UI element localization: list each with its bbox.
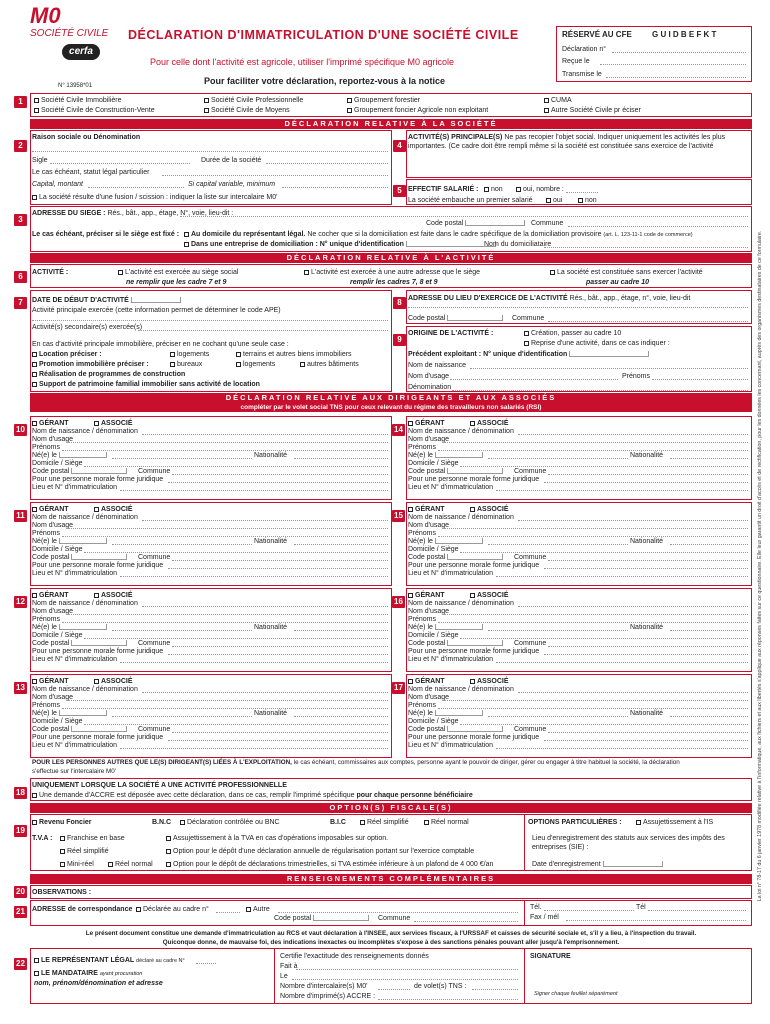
tva-franchise[interactable]: Franchise en base	[60, 834, 125, 843]
person-morale-13: Pour une personne morale forme juridique	[32, 734, 164, 741]
person-ne-12: Né(e) le	[32, 623, 107, 632]
promotion-option[interactable]: Promotion immobilière préciser :	[32, 360, 149, 369]
associe-option-17[interactable]: ASSOCIÉ	[470, 677, 509, 686]
person-nationalite-11: Nationalité	[254, 538, 288, 545]
person-nom-13: Nom de naissance / dénomination	[32, 686, 138, 693]
person-usage-12: Nom d'usage	[32, 608, 74, 615]
person-domicile-13: Domicile / Siège	[32, 718, 83, 725]
associe-option-10[interactable]: ASSOCIÉ	[94, 419, 133, 428]
siege-commune: Commune	[531, 220, 564, 227]
person-domicile-17: Domicile / Siège	[408, 718, 459, 725]
section-number-19: 19	[14, 825, 27, 837]
note-autres-3: s'effectue sur l'intercalaire M0'	[32, 768, 116, 775]
gerant-option-14[interactable]: GÉRANT	[408, 419, 445, 428]
bar-compl: RENSEIGNEMENTS COMPLÉMENTAIRES	[30, 874, 752, 884]
person-lieu-17: Lieu et N° d'immatriculation	[408, 742, 494, 749]
fiscal-reel-normal[interactable]: Réel normal	[424, 818, 469, 827]
person-morale-15: Pour une personne morale forme juridique	[408, 562, 540, 569]
person-commune-11: Commune	[138, 554, 171, 561]
signature-label: SIGNATURE	[530, 953, 571, 960]
section-number-1: 1	[14, 96, 27, 108]
fait-label: Fait à	[280, 963, 298, 970]
person-ne-14: Né(e) le	[408, 451, 483, 460]
activite-sans[interactable]: La société est constituée sans exercer l'activité	[550, 268, 703, 277]
embauche-label: La société embauche un premier salarié	[408, 197, 533, 204]
bar-fiscales: OPTION(S) FISCALE(S)	[30, 803, 752, 813]
section-number-11: 11	[14, 510, 27, 522]
effectif-label: EFFECTIF SALARIÉ :	[408, 186, 479, 193]
person-nationalite-14: Nationalité	[630, 452, 664, 459]
person-morale-10: Pour une personne morale forme juridique	[32, 476, 164, 483]
statut-label: Le cas échéant, statut légal particulier	[32, 169, 150, 176]
mandataire-nom: nom, prénom/dénomination et adresse	[34, 980, 163, 987]
cerfa-logo	[62, 44, 100, 60]
activite-principale-label: ACTIVITÉ(S) PRINCIPALE(S) Ne pas recopier l'objet social. Indiquer uniquement les activités les plus	[408, 134, 726, 141]
person-nationalite-13: Nationalité	[254, 710, 288, 717]
option-scm[interactable]: Société Civile de Moyens	[204, 106, 290, 115]
side-legal-note: La loi n° 78-17 du 6 janvier 1978 modifiée relative à l'informatique, aux fichiers et aux libertés s'applique aux réponses faites sur ce questionnaire. Elle leur garantit un droit d'accès et de rectification, pour les données les concernant, auprès des organismes destinataires de ce formulaire.	[757, 230, 763, 902]
person-nom-15: Nom de naissance / dénomination	[408, 514, 514, 521]
embauche-oui[interactable]: oui	[546, 196, 562, 205]
capital-label: Capital, montant	[32, 181, 83, 188]
associe-option-14[interactable]: ASSOCIÉ	[470, 419, 509, 428]
person-prenoms-15: Prénoms	[408, 530, 437, 537]
cfe-recue: Reçue le	[562, 58, 590, 65]
location-terrains[interactable]: terrains et autres biens immobiliers	[236, 350, 352, 359]
person-prenoms-16: Prénoms	[408, 616, 437, 623]
section-number-2: 2	[14, 140, 27, 152]
bar-dirigeants: DÉCLARATION RELATIVE AUX DIRIGEANTS ET AUX ASSOCIÉS	[30, 393, 752, 403]
person-lieu-13: Lieu et N° d'immatriculation	[32, 742, 118, 749]
sie-lieu-label: Lieu d'enregistrement des statuts aux services des impôts des entreprises (SIE) :	[532, 835, 725, 851]
person-ne-16: Né(e) le	[408, 623, 483, 632]
person-cp-12: Code postal	[32, 639, 127, 648]
activite-principale-text: importantes. (Ce cadre doit être rempli même si la société est constituée sans exercice de l'activité	[408, 143, 714, 150]
section-number-15: 15	[392, 510, 405, 522]
person-domicile-16: Domicile / Siège	[408, 632, 459, 639]
activite-autre-note: remplir les cadres 7, 8 et 9	[350, 279, 438, 286]
duree-label: Durée de la société	[201, 157, 262, 164]
section-number-22: 22	[14, 958, 27, 970]
option-cuma[interactable]: CUMA	[544, 96, 572, 105]
activite-siege-note: ne remplir que les cadre 7 et 9	[126, 279, 227, 286]
person-prenoms-12: Prénoms	[32, 616, 61, 623]
person-prenoms-17: Prénoms	[408, 702, 437, 709]
gerant-option-16[interactable]: GÉRANT	[408, 591, 445, 600]
section-number-8: 8	[393, 297, 406, 309]
precedent-prenoms: Prénoms	[622, 373, 651, 380]
person-domicile-12: Domicile / Siège	[32, 632, 83, 639]
activite-secondaire: Activité(s) secondaire(s) exercée(s)	[32, 324, 143, 331]
embauche-non[interactable]: non	[578, 196, 597, 205]
activite-siege[interactable]: L'activité est exercée au siège social	[118, 268, 238, 277]
person-commune-15: Commune	[514, 554, 547, 561]
cfe-reserve-code: G U I D B E F K T	[652, 30, 717, 39]
person-nom-17: Nom de naissance / dénomination	[408, 686, 514, 693]
person-cp-10: Code postal	[32, 467, 127, 476]
person-cp-14: Code postal	[408, 467, 503, 476]
mandataire-option[interactable]: LE MANDATAIRE ayant procuration	[34, 969, 142, 979]
activite-principale-exercee: Activité principale exercée (cette information permet de déterminer le code APE)	[32, 307, 281, 314]
person-cp-16: Code postal	[408, 639, 503, 648]
activite-sans-note: passer au cadre 10	[586, 279, 650, 286]
tva-option-tri[interactable]: Option pour le dépôt de déclarations trimestrielles, si TVA estimée inférieure à un plafond de 4 000 €/an	[166, 860, 493, 869]
title-line3: Pour faciliter votre déclaration, reportez-vous à la notice	[204, 76, 446, 86]
section-number-18: 18	[14, 787, 27, 799]
capital-variable-label: Si capital variable, minimum	[188, 181, 276, 188]
precedent-label: Précédent exploitant : N° unique d'identification	[408, 350, 649, 359]
section-number-5: 5	[393, 185, 406, 197]
form-code: M0	[30, 3, 61, 28]
person-domicile-15: Domicile / Siège	[408, 546, 459, 553]
fiscal-bic-label: B.I.C	[330, 819, 346, 826]
person-lieu-14: Lieu et N° d'immatriculation	[408, 484, 494, 491]
legal-text-2: Quiconque donne, de mauvaise foi, des indications inexactes ou incomplètes s'expose à des sanctions pénales pouvant aller jusqu'à l'emprisonnement.	[162, 939, 620, 946]
origine-reprise[interactable]: Reprise d'une activité, dans ce cas indiquer :	[524, 339, 670, 348]
siege-domiciliataire: Nom du domiciliataire	[484, 241, 552, 248]
person-commune-13: Commune	[138, 726, 171, 733]
person-nom-11: Nom de naissance / dénomination	[32, 514, 138, 521]
tva-assuj[interactable]: Assujettissement à la TVA en cas d'opérations imposables sur option.	[166, 834, 388, 843]
person-nationalite-12: Nationalité	[254, 624, 288, 631]
section-number-12: 12	[14, 596, 27, 608]
sie-date-label: Date d'enregistrement	[532, 860, 663, 869]
activite-label: ACTIVITÉ :	[32, 269, 69, 276]
title-line2: Pour celle dont l'activité est agricole, utiliser l'imprimé spécifique M0 agricole	[150, 57, 455, 67]
accre-count-label: Nombre d'imprimé(s) ACCRE :	[280, 993, 376, 1000]
tva-label: T.V.A :	[32, 835, 53, 842]
siege-entreprise[interactable]: Dans une entreprise de domiciliation : N° unique d'identification	[184, 240, 496, 249]
associe-option-13[interactable]: ASSOCIÉ	[94, 677, 133, 686]
fiscal-foncier[interactable]: Revenu Foncier	[32, 818, 92, 827]
cfe-transmise: Transmise le	[562, 71, 602, 78]
associe-option-11[interactable]: ASSOCIÉ	[94, 505, 133, 514]
fiscal-reel-simplifie[interactable]: Réel simplifié	[360, 818, 409, 827]
section-number-3: 3	[14, 214, 27, 226]
associe-option-12[interactable]: ASSOCIÉ	[94, 591, 133, 600]
tva-reel-normal[interactable]: Réel normal	[108, 860, 153, 869]
section-number-14: 14	[392, 424, 405, 436]
person-morale-16: Pour une personne morale forme juridique	[408, 648, 540, 655]
associe-option-15[interactable]: ASSOCIÉ	[470, 505, 509, 514]
person-morale-12: Pour une personne morale forme juridique	[32, 648, 164, 655]
person-commune-14: Commune	[514, 468, 547, 475]
siege-domicile[interactable]: Au domicile du représentant légal. Ne cocher que si la domiciliation est faite dans le cadre spécifique de la domiciliation provisoire (art. L. 123-11-1 code de commerce)	[184, 230, 693, 240]
person-morale-11: Pour une personne morale forme juridique	[32, 562, 164, 569]
section-number-9: 9	[393, 334, 406, 346]
correspondance-label: ADRESSE de correspondance	[32, 906, 133, 913]
promotion-bureaux[interactable]: bureaux	[170, 360, 202, 369]
accre-title: UNIQUEMENT LORSQUE LA SOCIÉTÉ A UNE ACTIVITÉ PROFESSIONNELLE	[32, 782, 287, 789]
lieu-commune: Commune	[512, 315, 545, 322]
person-prenoms-11: Prénoms	[32, 530, 61, 537]
person-usage-17: Nom d'usage	[408, 694, 450, 701]
location-option[interactable]: Location préciser :	[32, 350, 102, 359]
precedent-denomination: Dénomination	[408, 384, 452, 391]
options-particulieres: OPTIONS PARTICULIÈRES :	[528, 819, 622, 826]
person-nom-12: Nom de naissance / dénomination	[32, 600, 138, 607]
signature-hint: Signer chaque feuillet séparément	[534, 991, 618, 997]
origine-label: ORIGINE DE L'ACTIVITÉ :	[408, 330, 494, 337]
raison-sociale-label: Raison sociale ou Dénomination	[32, 134, 141, 141]
person-nom-14: Nom de naissance / dénomination	[408, 428, 514, 435]
observations-label: OBSERVATIONS :	[32, 889, 92, 896]
person-usage-10: Nom d'usage	[32, 436, 74, 443]
le-label: Le	[280, 973, 288, 980]
correspondance-autre[interactable]: Autre	[246, 905, 270, 914]
person-prenoms-10: Prénoms	[32, 444, 61, 451]
legal-text: Le présent document constitue une demande d'immatriculation au RCS et vaut déclaration à l'INSEE, aux services fiscaux, à l'URSSAF et caisses de sécurité sociale et, s'il y a lieu, à l'inspection du travail.	[85, 930, 697, 937]
gerant-option-17[interactable]: GÉRANT	[408, 677, 445, 686]
siege-label: ADRESSE DU SIEGE : Rés., bât., app., étage, N°, voie, lieu-dit :	[32, 210, 234, 217]
volets-label: de volet(s) TNS :	[414, 983, 467, 990]
option-autre[interactable]: Autre Société Civile pr éciser	[544, 106, 641, 115]
effectif-oui[interactable]: oui, nombre :	[516, 185, 564, 194]
person-usage-14: Nom d'usage	[408, 436, 450, 443]
gerant-option-11[interactable]: GÉRANT	[32, 505, 69, 514]
person-commune-16: Commune	[514, 640, 547, 647]
section-number-6: 6	[14, 271, 27, 283]
person-lieu-10: Lieu et N° d'immatriculation	[32, 484, 118, 491]
person-lieu-12: Lieu et N° d'immatriculation	[32, 656, 118, 663]
person-morale-14: Pour une personne morale forme juridique	[408, 476, 540, 483]
tel2-label: Tél	[636, 904, 646, 911]
option-sci[interactable]: Société Civile Immobilière	[34, 96, 122, 105]
note-autres: POUR LES PERSONNES AUTRES QUE LE(S) DIRIGEANT(S) LIÉES À L'EXPLOITATION, le cas échéant, commissaires aux comptes, personne ayant le pouvoir de diriger, gérer ou engager à titre habituel la société, la déclaration	[32, 759, 680, 766]
person-ne-10: Né(e) le	[32, 451, 107, 460]
precedent-usage: Nom d'usage	[408, 373, 450, 380]
person-ne-11: Né(e) le	[32, 537, 107, 546]
person-commune-17: Commune	[514, 726, 547, 733]
correspondance-commune: Commune	[378, 915, 411, 922]
gerant-option-13[interactable]: GÉRANT	[32, 677, 69, 686]
person-domicile-14: Domicile / Siège	[408, 460, 459, 467]
siege-cas-label: Le cas échéant, préciser si le siège est fixé :	[32, 231, 180, 238]
person-usage-15: Nom d'usage	[408, 522, 450, 529]
certifie-label: Certifie l'exactitude des renseignements donnés	[280, 953, 429, 960]
bar-dirigeants-sub: compléter par le volet social TNS pour ceux relevant du régime des travailleurs non salariés (RSI)	[30, 403, 752, 412]
fiscal-bnc-label: B.N.C	[152, 819, 172, 826]
section-20-box	[30, 885, 752, 899]
correspondance-cp: Code postal	[274, 914, 369, 923]
option-scv[interactable]: Société Civile de Construction-Vente	[34, 106, 155, 115]
cerfa-number: N° 13958*01	[58, 83, 93, 89]
person-prenoms-13: Prénoms	[32, 702, 61, 709]
person-nationalite-17: Nationalité	[630, 710, 664, 717]
person-lieu-15: Lieu et N° d'immatriculation	[408, 570, 494, 577]
lieu-cp: Code postal	[408, 314, 503, 323]
person-domicile-11: Domicile / Siège	[32, 546, 83, 553]
person-ne-15: Né(e) le	[408, 537, 483, 546]
section-number-17: 17	[392, 682, 405, 694]
person-nom-10: Nom de naissance / dénomination	[32, 428, 138, 435]
realisation-option[interactable]: Réalisation de programmes de construction	[32, 370, 185, 379]
section-number-13: 13	[14, 682, 27, 694]
siege-cp: Code postal	[426, 219, 525, 228]
section-number-4: 4	[393, 140, 406, 152]
fax-label: Fax / mél	[530, 914, 559, 921]
person-domicile-10: Domicile / Siège	[32, 460, 83, 467]
effectif-non[interactable]: non	[484, 185, 503, 194]
correspondance-cadre[interactable]: Déclarée au cadre n°	[136, 905, 209, 914]
person-nom-16: Nom de naissance / dénomination	[408, 600, 514, 607]
person-lieu-11: Lieu et N° d'immatriculation	[32, 570, 118, 577]
cerfa-text: cerfa	[69, 46, 93, 57]
person-commune-12: Commune	[138, 640, 171, 647]
person-morale-17: Pour une personne morale forme juridique	[408, 734, 540, 741]
person-prenoms-14: Prénoms	[408, 444, 437, 451]
immo-label: En cas d'activité principale immobilière, préciser en ne cochant qu'une seule case :	[32, 341, 289, 348]
tva-option-depot[interactable]: Option pour le dépôt d'une déclaration annuelle de régularisation portant sur l'exercice comptable	[166, 847, 474, 856]
lieu-exercice-label: ADRESSE DU LIEU D'EXERCICE DE L'ACTIVITÉ Rés., bât., app., étage, n°, voie, lieu-dit	[408, 295, 691, 302]
person-nationalite-10: Nationalité	[254, 452, 288, 459]
fiscal-bnc-option[interactable]: Déclaration contrôlée ou BNC	[180, 818, 280, 827]
person-nationalite-16: Nationalité	[630, 624, 664, 631]
person-cp-17: Code postal	[408, 725, 503, 734]
option-forestier[interactable]: Groupement forestier	[347, 96, 420, 105]
assuj-is[interactable]: Assujettissement à l'IS	[636, 818, 713, 827]
person-nationalite-15: Nationalité	[630, 538, 664, 545]
section-number-16: 16	[392, 596, 405, 608]
location-logements[interactable]: logements	[170, 350, 209, 359]
fusion-option[interactable]: La société résulte d'une fusion / scission : indiquer la liste sur intercalaire M0'	[32, 193, 277, 202]
accre-option[interactable]: Une demande d'ACCRE est déposée avec cette déclaration, dans ce cas, remplir l'imprimé spécifique pour chaque personne bénéficiaire	[32, 791, 473, 800]
bar-activite: DÉCLARATION RELATIVE À L'ACTIVITÉ	[30, 253, 752, 263]
section-number-21: 21	[14, 906, 27, 918]
gerant-option-12[interactable]: GÉRANT	[32, 591, 69, 600]
cfe-declaration-no: Déclaration n°	[562, 46, 607, 53]
associe-option-16[interactable]: ASSOCIÉ	[470, 591, 509, 600]
person-usage-16: Nom d'usage	[408, 608, 450, 615]
person-usage-11: Nom d'usage	[32, 522, 74, 529]
section-number-10: 10	[14, 424, 27, 436]
person-cp-15: Code postal	[408, 553, 503, 562]
person-ne-17: Né(e) le	[408, 709, 483, 718]
tva-reel-simp[interactable]: Réel simplifié	[60, 847, 109, 856]
section-number-7: 7	[14, 297, 27, 309]
page-title: DÉCLARATION D'IMMATRICULATION D'UNE SOCIÉTÉ CIVILE	[128, 28, 519, 42]
option-scp[interactable]: Société Civile Professionnelle	[204, 96, 303, 105]
person-usage-13: Nom d'usage	[32, 694, 74, 701]
intercalaires-label: Nombre d'intercalaire(s) M0'	[280, 983, 368, 990]
tva-mini-reel[interactable]: Mini-réel	[60, 860, 94, 869]
date-debut-label: DATE DE DÉBUT D'ACTIVITÉ	[32, 296, 181, 305]
bar-societe: DÉCLARATION RELATIVE À LA SOCIÉTÉ	[30, 119, 752, 129]
rep-legal-option[interactable]: LE REPRÉSENTANT LÉGAL déclaré au cadre N°	[34, 956, 185, 966]
support-option[interactable]: Support de patrimoine familial immobilier sans activité de location	[32, 380, 260, 389]
precedent-naissance: Nom de naissance	[408, 362, 466, 369]
section-number-20: 20	[14, 886, 27, 898]
gerant-option-15[interactable]: GÉRANT	[408, 505, 445, 514]
tel-label: Tél.	[530, 904, 542, 911]
form-subtitle: SOCIÉTÉ CIVILE	[30, 28, 109, 39]
person-cp-13: Code postal	[32, 725, 127, 734]
person-cp-11: Code postal	[32, 553, 127, 562]
activite-autre[interactable]: L'activité est exercée à une autre adresse que le siège	[304, 268, 480, 277]
promotion-autres[interactable]: autres bâtiments	[300, 360, 359, 369]
promotion-logements[interactable]: logements	[236, 360, 275, 369]
person-commune-10: Commune	[138, 468, 171, 475]
person-ne-13: Né(e) le	[32, 709, 107, 718]
origine-creation[interactable]: Création, passer au cadre 10	[524, 329, 621, 338]
cfe-reserve-title: RÉSERVÉ AU CFE	[562, 30, 632, 39]
person-lieu-16: Lieu et N° d'immatriculation	[408, 656, 494, 663]
sigle-label: Sigle	[32, 157, 48, 164]
option-foncier[interactable]: Groupement foncier Agricole non exploitant	[347, 106, 488, 115]
gerant-option-10[interactable]: GÉRANT	[32, 419, 69, 428]
